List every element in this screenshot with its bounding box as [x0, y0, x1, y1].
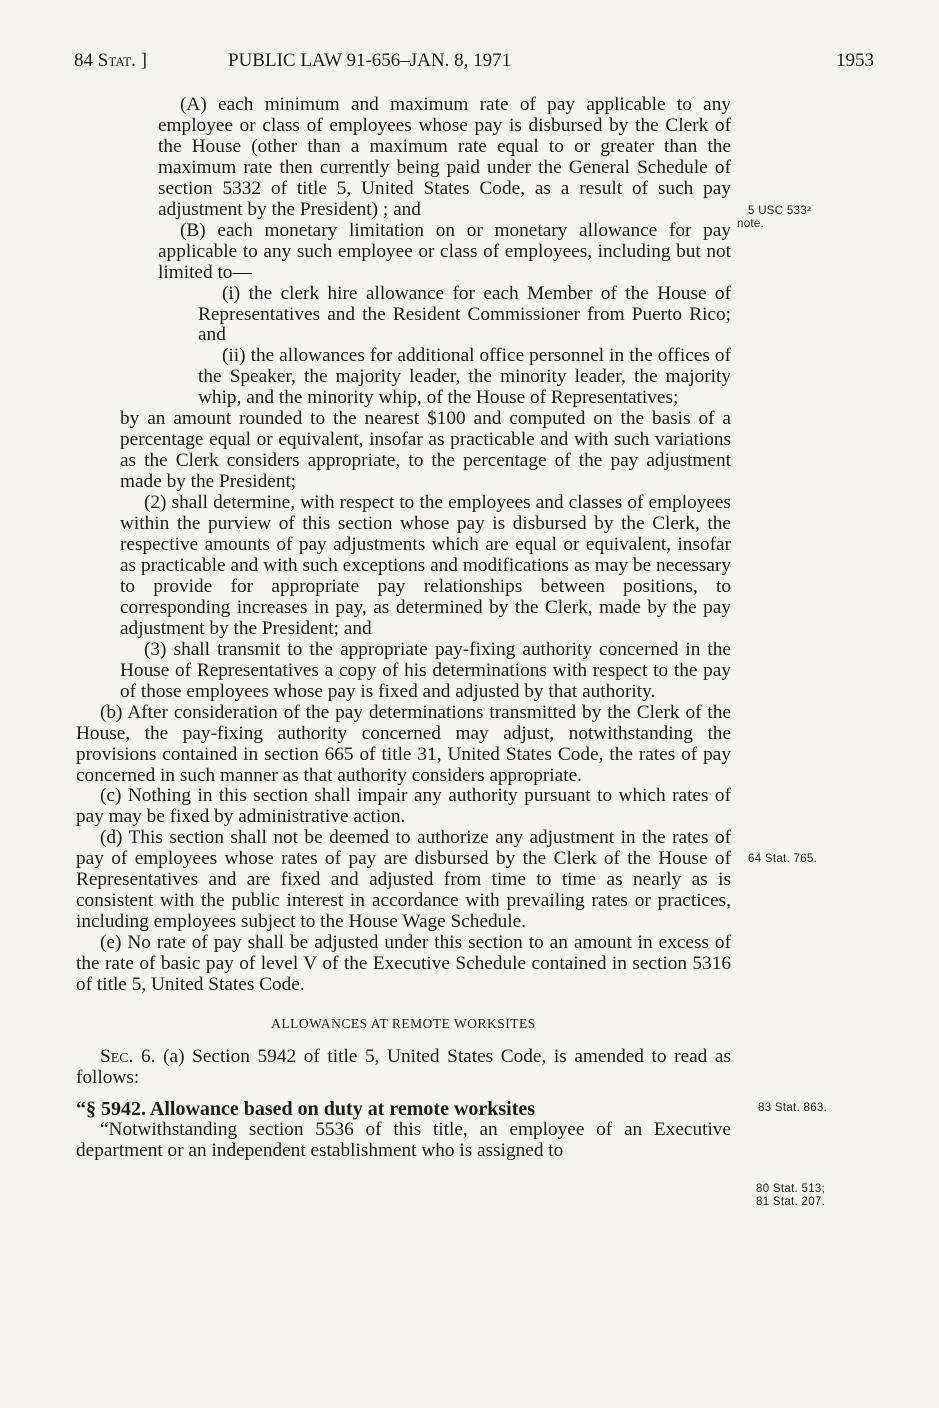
paragraph-a1: (A) each minimum and maximum rate of pay applicable to any employee or class of employees whose pay is disbursed by the Clerk of the House (other than a maximum rate equal to or greater than the maximum rate then currently being paid under the General Schedule of section 5332 of title 5, United States Code, as a result of such pay adjustment by the President) ; and [158, 94, 731, 220]
margin-note-83stat: 83 Stat. 863. [758, 1102, 828, 1114]
paragraph-2: (2) shall determine, with respect to the employees and classes of employees within the purview of this section whose pay is disbursed by the Clerk, the respective amounts of pay adjustments which are equal or equivalent, insofar as practicable and with such exceptions and modifications as may be necessary to provide for appropriate pay relationships between positions, to corresponding increases in pay, as determined by the Clerk, made by the pay adjustment by the President; and [120, 492, 731, 639]
subsection-d: (d) This section shall not be deemed to authorize any adjustment in the rates of pay of employees whose rates of pay are disbursed by the Clerk of the House of Representatives and are fixed and adjusted from time to time as nearly as is consistent with the public interest in accordance with prevailing rates or practices, including employees subject to the House Wage Schedule. [76, 827, 731, 933]
section-heading: ALLOWANCES AT REMOTE WORKSITES [271, 1015, 536, 1031]
page-number: 1953 [836, 50, 874, 71]
margin-note-5usc-line2: note. [737, 218, 765, 230]
margin-note-80stat-line1: 80 Stat. 513; [756, 1183, 826, 1195]
statute-volume: 84 Stat. ] [74, 50, 147, 71]
subsection-e: (e) No rate of pay shall be adjusted under this section to an amount in excess of the rate of basic pay of level V of the Executive Schedule contained in section 5316 of title 5, United States Code. [76, 932, 731, 996]
margin-note-5usc-line1: 5 USC 533² [748, 205, 812, 217]
paragraph-3: (3) shall transmit to the appropriate pay-fixing authority concerned in the House of Representatives a copy of his determinations with respect to the pay of those employees whose pay is fixed and adjusted by that authority. [120, 638, 731, 702]
law-citation: PUBLIC LAW 91-656–JAN. 8, 1971 [228, 50, 512, 71]
paragraph-by-amount: by an amount rounded to the nearest $100 and computed on the basis of a percentage equal or equivalent, insofar as practicable and with such variations as the Clerk considers appropriate, to the percentage of the pay adjustment made by the President; [120, 408, 731, 493]
document-body [76, 95, 731, 1162]
margin-note-80stat [756, 1183, 825, 1209]
section-6-text: 6. (a) Section 5942 of title 5, United States Code, is amended to read as follows: [76, 1045, 731, 1088]
margin-note-80stat-line2: 81 Stat. 207. [756, 1196, 826, 1208]
margin-note-5usc [737, 205, 812, 231]
page-header [0, 50, 939, 80]
paragraph-b1: (B) each monetary limitation on or monetary allowance for pay applicable to any such employee or class of employees, including but not limited to— [158, 219, 731, 283]
subsection-b: (b) After consideration of the pay determinations transmitted by the Clerk of the House, the pay-fixing authority concerned may adjust, notwithstanding the provisions contained in section 665 of title 31, United States Code, the rates of pay concerned in such manner as that authority considers appropriate. [76, 701, 731, 786]
section-6 [76, 1047, 731, 1089]
section-5942-text: “Notwithstanding section 5536 of this title, an employee of an Executive department or an independent establishment who is assigned to [76, 1118, 731, 1161]
section-5942-title: “§ 5942. Allowance based on duty at remote worksites [76, 1097, 536, 1120]
sec-label: Sec. [100, 1045, 134, 1067]
paragraph-ii: (ii) the allowances for additional office personnel in the offices of the Speaker, the majority leader, the minority leader, the majority whip, and the minority whip, of the House of Representatives; [198, 345, 731, 409]
subsection-c: (c) Nothing in this section shall impair any authority pursuant to which rates of pay may be fixed by administrative action. [76, 785, 731, 828]
margin-note-64stat: 64 Stat. 765. [748, 853, 818, 865]
paragraph-i: (i) the clerk hire allowance for each Member of the House of Representatives and the Resident Commissioner from Puerto Rico; and [198, 282, 731, 346]
